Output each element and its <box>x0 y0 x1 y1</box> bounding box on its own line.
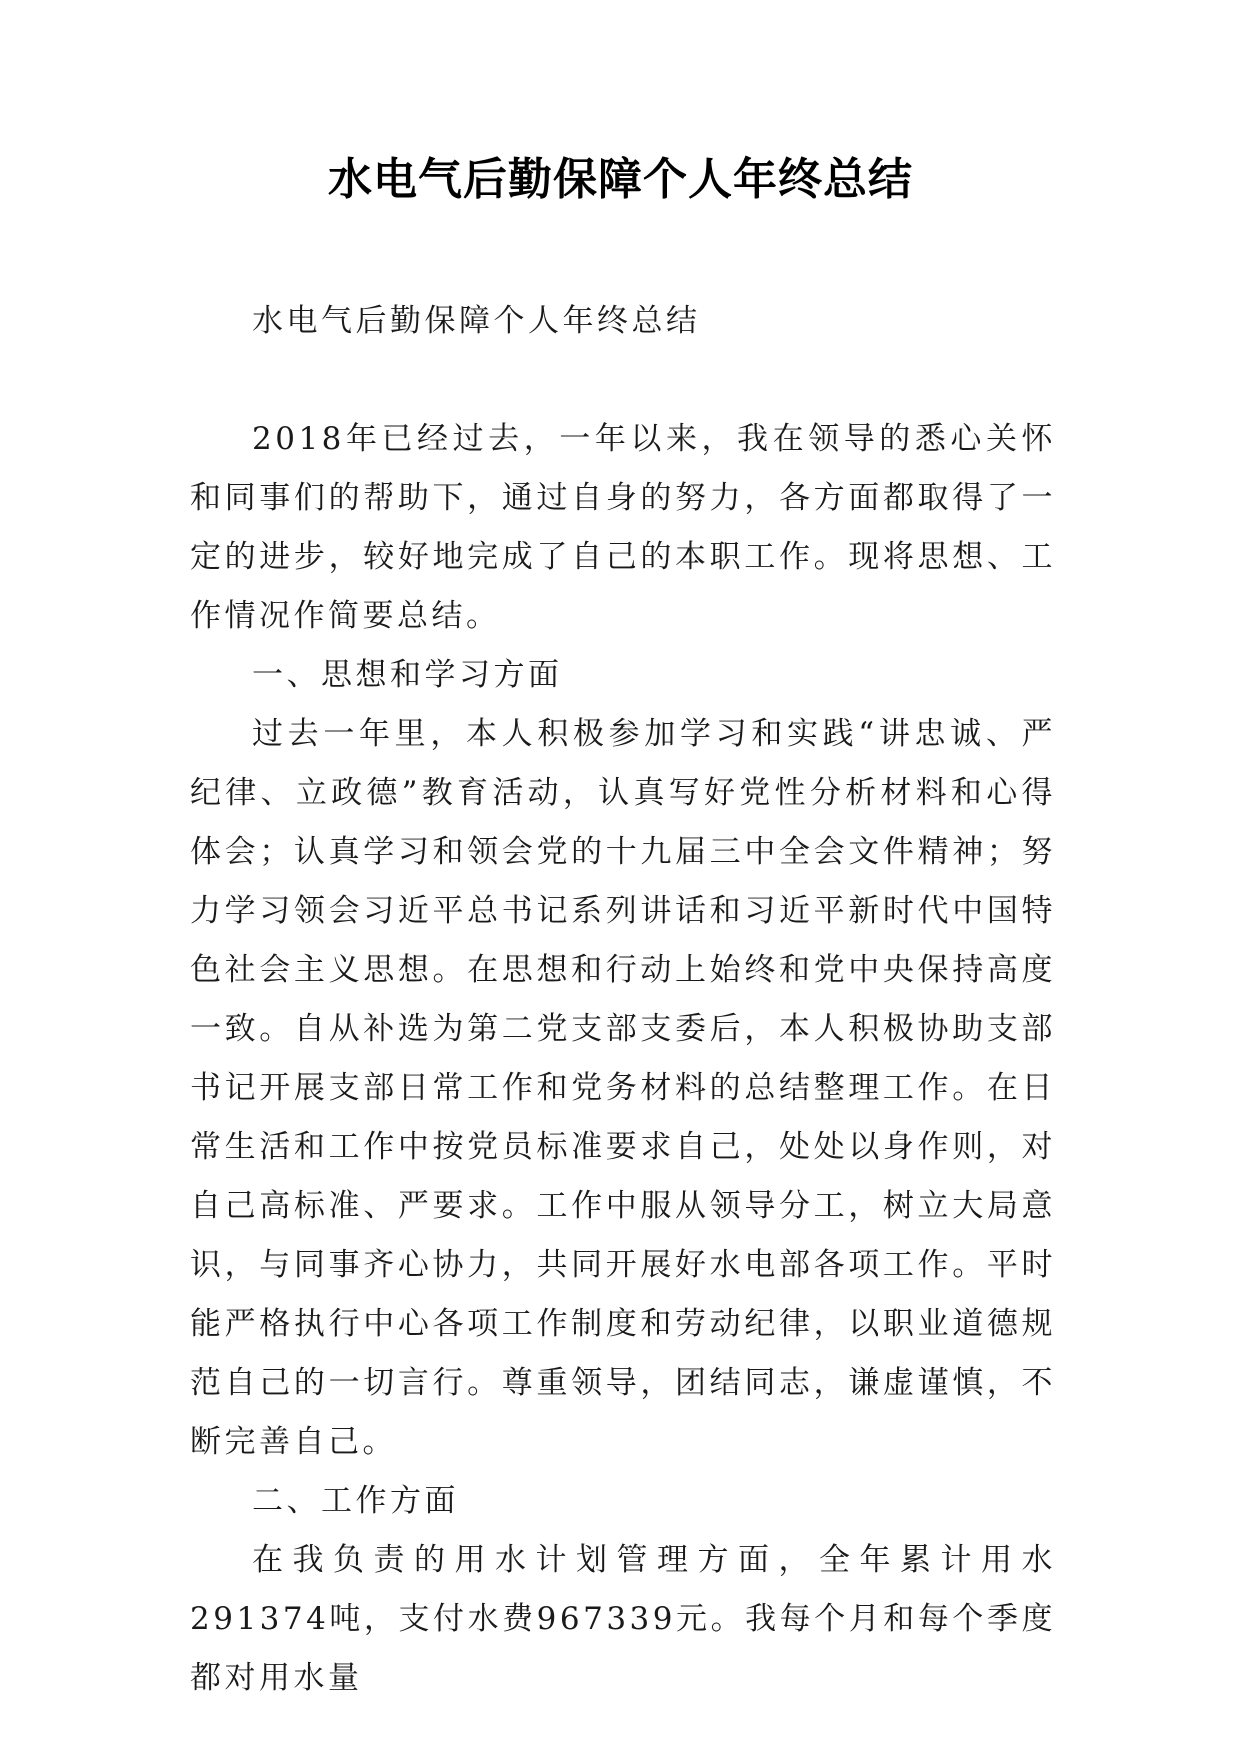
section-heading-thought-study: 一、思想和学习方面 <box>252 657 563 693</box>
intro-paragraph: 2018年已经过去，一年以来，我在领导的悉心关怀和同事们的帮助下，通过自身的努力，各方面都取得了一定的进步，较好地完成了自己的本职工作。现将思想、工作情况作简要总结。 <box>190 421 1056 634</box>
document-title: 水电气后勤保障个人年终总结 <box>328 154 913 205</box>
document-subtitle: 水电气后勤保障个人年终总结 <box>252 303 701 339</box>
work-paragraph: 在我负责的用水计划管理方面，全年累计用水291374吨，支付水费967339元。我每个月和每个季度都对用水量 <box>190 1542 1056 1696</box>
section-heading-work: 二、工作方面 <box>252 1483 459 1519</box>
thought-study-paragraph: 过去一年里，本人积极参加学习和实践“讲忠诚、严纪律、立政德”教育活动，认真写好党性分析材料和心得体会；认真学习和领会党的十九届三中全会文件精神；努力学习领会习近平总书记系列讲话和习近平新时代中国特色社会主义思想。在思想和行动上始终和党中央保持高度一致。自从补选为第二党支部支委后，本人积极协助支部书记开展支部日常工作和党务材料的总结整理工作。在日常生活和工作中按党员标准要求自己，处处以身作则，对自己高标准、严要求。工作中服从领导分工，树立大局意识，与同事齐心协力，共同开展好水电部各项工作。平时能严格执行中心各项工作制度和劳动纪律，以职业道德规范自己的一切言行。尊重领导，团结同志，谦虚谨慎，不断完善自己。 <box>190 716 1056 1460</box>
document-body <box>190 292 1056 1708</box>
